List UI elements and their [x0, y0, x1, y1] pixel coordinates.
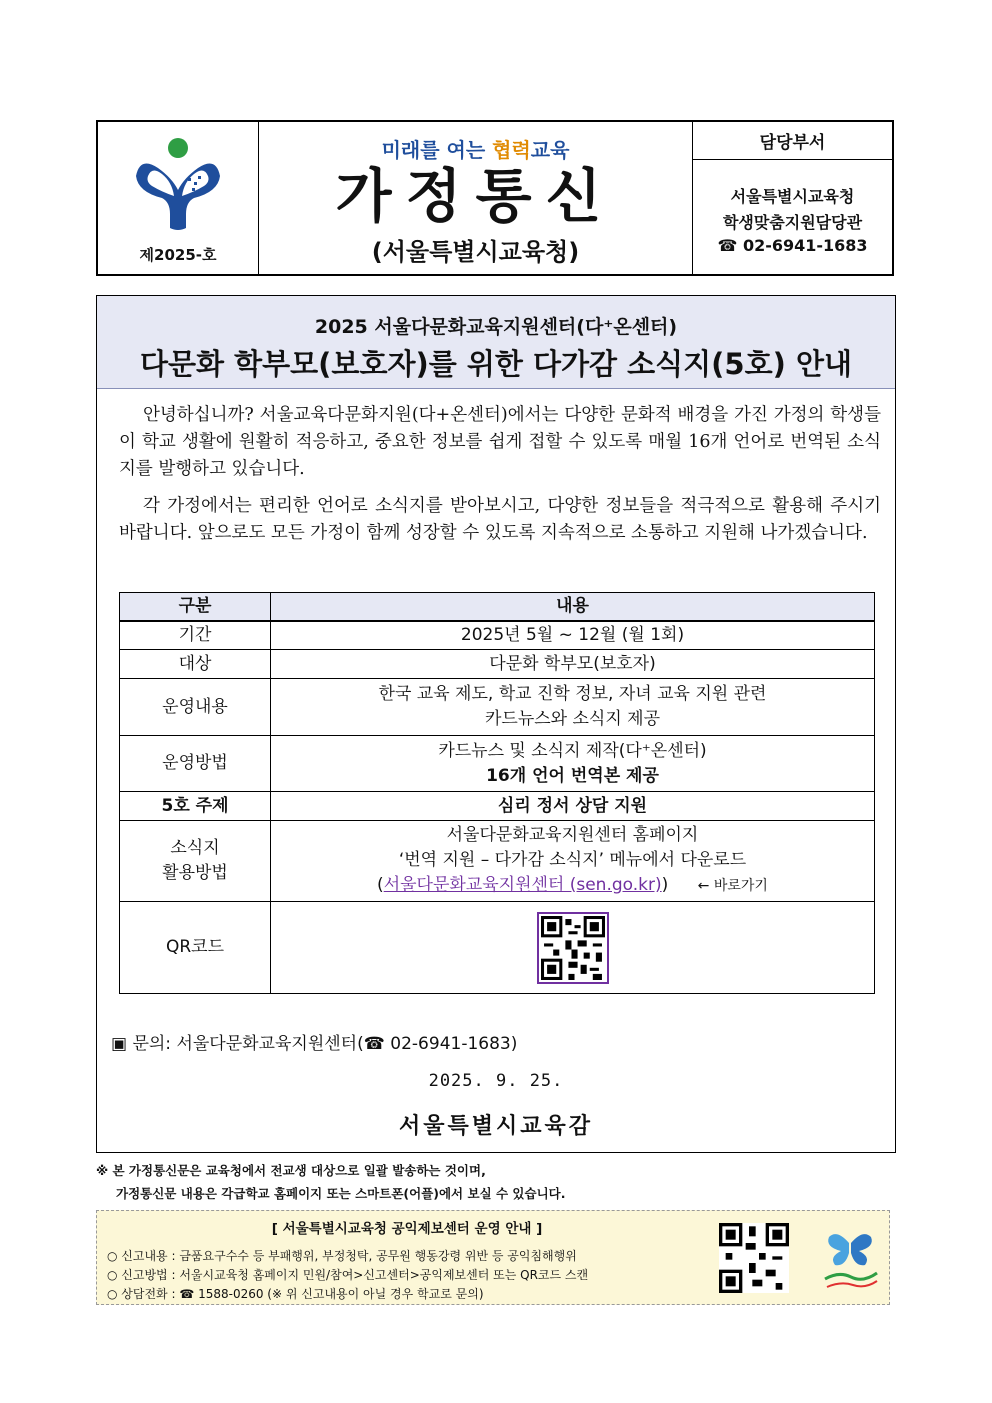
letter-header	[96, 120, 894, 276]
row-label-operation-method: 운영방법	[120, 736, 271, 792]
table-row	[120, 792, 875, 821]
qr-code-graphic	[541, 916, 605, 980]
row-label-topic: 5호 주제	[120, 792, 271, 821]
report-center-title: [ 서울특별시교육청 공익제보센터 운영 안내 ]	[271, 1221, 543, 1237]
row-label-period: 기간	[120, 621, 271, 650]
usage-line-3	[271, 873, 874, 899]
row-label-qr: QR코드	[120, 902, 271, 994]
notice-body-box	[96, 295, 896, 1153]
report-line-phone: ○ 상담전화 : ☎ 1588-0260 (※ 위 신고내용이 아닐 경우 학교로 문의)	[107, 1287, 484, 1301]
row-value-operation-method	[271, 736, 875, 792]
row-value-target: 다문화 학부모(보호자)	[271, 650, 875, 679]
page-subtitle: (서울특별시교육청)	[371, 238, 580, 266]
distribution-note-2: 가정통신문 내용은 각급학교 홈페이지 또는 스마트폰(어플)에서 보실 수 있습니다.	[116, 1186, 566, 1201]
table-row	[120, 821, 875, 902]
department-team: 학생맞춤지원담당관	[722, 213, 863, 232]
slogan-part-a: 미래를 여는	[381, 138, 493, 162]
issue-date: 2025. 9. 25.	[428, 1071, 564, 1091]
usage-label-line-1: 소식지	[170, 838, 220, 858]
report-line-method: ○ 신고방법 : 서울시교육청 홈페이지 민원/참여>신고센터>공익제보센터 또는 QR코드 스캔	[107, 1268, 589, 1282]
table-row	[120, 902, 875, 994]
center-homepage-link[interactable]: 서울다문화교육지원센터 (sen.go.kr)	[383, 875, 662, 895]
row-value-operation-content	[271, 679, 875, 736]
report-qr-code-icon[interactable]	[719, 1223, 789, 1293]
row-label-usage	[120, 821, 271, 902]
row-label-target: 대상	[120, 650, 271, 679]
table-header-row	[120, 593, 875, 621]
department-phone: ☎ 02-6941-1683	[717, 236, 868, 255]
qr-code-icon[interactable]	[537, 912, 609, 984]
department-org: 서울특별시교육청	[730, 187, 855, 206]
issue-number: 제2025-호	[139, 246, 217, 264]
table-row	[120, 679, 875, 736]
shortcut-label: ← 바로가기	[697, 878, 768, 894]
report-line-content: ○ 신고내용 : 금품요구수수 등 부패행위, 부정청탁, 공무원 행동강령 위반 등 공익침해행위	[107, 1249, 577, 1263]
row-value-qr	[271, 902, 875, 994]
report-center-box	[96, 1210, 890, 1305]
table-row	[120, 621, 875, 650]
butterfly-logo-icon	[819, 1225, 883, 1291]
row-value-usage	[271, 821, 875, 902]
slogan-part-c: 교육	[530, 138, 570, 162]
operation-content-line-2: 카드뉴스와 소식지 제공	[484, 709, 661, 729]
header-title-cell	[259, 122, 693, 274]
seoul-education-logo-icon	[128, 136, 228, 232]
notice-banner	[97, 296, 895, 389]
row-label-operation-content: 운영내용	[120, 679, 271, 736]
department-cell	[693, 122, 892, 274]
table-row	[120, 650, 875, 679]
link-paren-open: (	[377, 875, 384, 895]
slogan	[259, 134, 692, 163]
department-label: 담당부서	[693, 122, 892, 160]
banner-line-1: 2025 서울다문화교육지원센터(다⁺온센터)	[314, 316, 678, 338]
operation-content-line-1: 한국 교육 제도, 학교 진학 정보, 자녀 교육 지원 관련	[378, 684, 767, 704]
operation-method-line-1: 카드뉴스 및 소식지 제작(다⁺온센터)	[438, 740, 707, 761]
distribution-note-1: ※ 본 가정통신문은 교육청에서 전교생 대상으로 일괄 발송하는 것이며,	[96, 1163, 486, 1178]
inquiry-contact: ▣ 문의: 서울다문화교육지원센터(☎ 02-6941-1683)	[111, 1034, 518, 1054]
intro-paragraph-1: 안녕하십니까? 서울교육다문화지원(다+온센터)에서는 다양한 문화적 배경을 가진 가정의 학생들이 학교 생활에 원활히 적응하고, 중요한 정보를 쉽게 접할 수 있도록 매월 16개 언어로 번역된 소식지를 발행하고 있습니다.	[119, 405, 881, 479]
page-title: 가정통신	[335, 162, 616, 230]
signature: 서울특별시교육감	[398, 1113, 594, 1139]
usage-line-2: ‘번역 지원 – 다가감 소식지’ 메뉴에서 다운로드	[398, 850, 747, 870]
table-header-content: 내용	[271, 593, 875, 621]
link-paren-close: )	[661, 875, 669, 895]
table-header-category: 구분	[120, 593, 271, 621]
row-value-topic: 심리 정서 상담 지원	[271, 792, 875, 821]
info-table	[119, 592, 875, 994]
table-row	[120, 736, 875, 792]
usage-line-1: 서울다문화교육지원센터 홈페이지	[446, 825, 699, 845]
operation-method-line-2: 16개 언어 번역본 제공	[486, 765, 659, 786]
banner-line-2: 다문화 학부모(보호자)를 위한 다가감 소식지(5호) 안내	[140, 347, 852, 381]
row-value-period: 2025년 5월 ~ 12월 (월 1회)	[271, 621, 875, 650]
intro-paragraph-2: 각 가정에서는 편리한 언어로 소식지를 받아보시고, 다양한 정보들을 적극적으로 활용해 주시기 바랍니다. 앞으로도 모든 가정이 함께 성장할 수 있도록 지속적으로 소통하고 지원해 나가겠습니다.	[119, 496, 881, 543]
usage-label-line-2: 활용방법	[162, 863, 228, 883]
slogan-part-b: 협력	[492, 138, 531, 162]
header-logo-cell	[98, 122, 259, 274]
